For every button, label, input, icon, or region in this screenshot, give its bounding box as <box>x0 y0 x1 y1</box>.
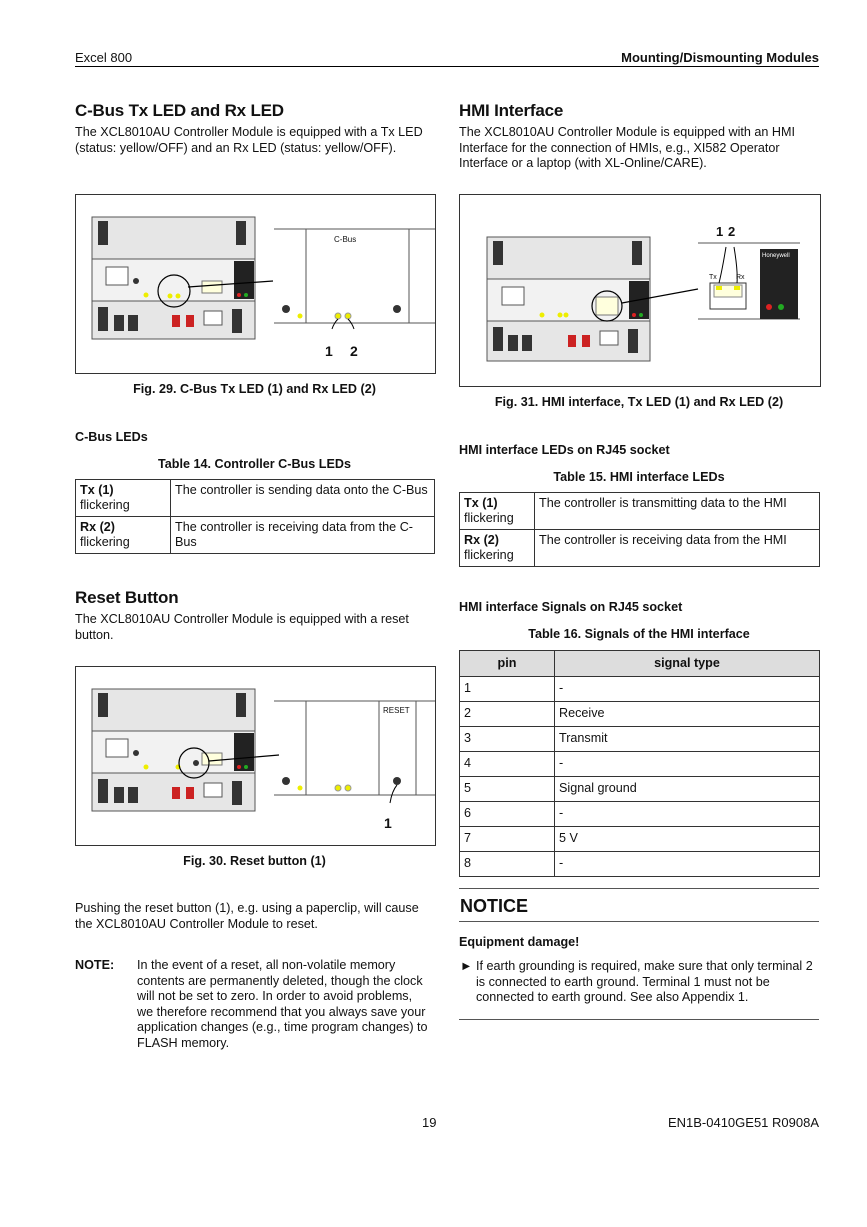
bullet-icon: ► <box>460 959 473 973</box>
page-number: 19 <box>422 1115 437 1130</box>
col-pin: pin <box>460 651 555 677</box>
figure-reset-button <box>75 666 436 846</box>
table-header-row <box>460 651 820 677</box>
figure-hmi-interface <box>459 194 821 387</box>
table-row <box>460 677 820 702</box>
callout-2: 2 <box>350 343 358 359</box>
table-row <box>460 752 820 777</box>
led-key: Rx (2) <box>80 520 115 534</box>
table-row <box>460 702 820 727</box>
led-state: flickering <box>80 535 130 549</box>
callout-2: 2 <box>728 224 736 239</box>
signal-cell: - <box>555 677 820 702</box>
pin-cell: 2 <box>460 702 555 727</box>
signal-cell: - <box>555 852 820 877</box>
hmi-leds-heading: HMI interface LEDs on RJ45 socket <box>459 443 670 457</box>
figure-cbus-leds <box>75 194 436 374</box>
led-state: flickering <box>80 498 130 512</box>
led-key: Tx (1) <box>80 483 114 497</box>
table-row <box>460 852 820 877</box>
signal-cell: 5 V <box>555 827 820 852</box>
reset-zoom-label: RESET <box>383 706 410 715</box>
cbus-zoom-label: C-Bus <box>334 235 357 244</box>
controller-illustration <box>460 195 820 386</box>
fig30-caption: Fig. 30. Reset button (1) <box>183 854 326 868</box>
header-rule <box>75 66 819 67</box>
cbus-leds-heading: C-Bus LEDs <box>75 430 148 444</box>
note-label: NOTE: <box>75 958 115 972</box>
cbus-led-heading: C-Bus Tx LED and Rx LED <box>75 101 284 120</box>
signal-cell: Transmit <box>555 727 820 752</box>
doc-code: EN1B-0410GE51 R0908A <box>667 1115 819 1130</box>
led-key: Tx (1) <box>464 496 498 510</box>
led-key: Rx (2) <box>464 533 499 547</box>
fig29-caption: Fig. 29. C-Bus Tx LED (1) and Rx LED (2) <box>133 382 376 396</box>
callout-1: 1 <box>384 815 392 831</box>
notice-bottom-rule <box>459 1019 819 1020</box>
signal-cell: Signal ground <box>555 777 820 802</box>
led-desc: The controller is receiving data from the HMI <box>535 530 820 567</box>
table-row <box>460 827 820 852</box>
notice-subtitle: Equipment damage! <box>459 935 580 949</box>
pin-cell: 7 <box>460 827 555 852</box>
signal-cell: - <box>555 802 820 827</box>
hmi-signals-heading: HMI interface Signals on RJ45 socket <box>459 600 683 614</box>
controller-illustration <box>76 667 435 845</box>
pin-cell: 3 <box>460 727 555 752</box>
note-text: In the event of a reset, all non-volatile memory contents are permanently deleted, though the clock will not be set to zero. In order to avoid problems, we therefore recommend that you always save your application changes (e.g., time program changes) to FLASH memory. <box>137 958 428 1050</box>
notice-top-rule <box>459 888 819 889</box>
table15-title: Table 15. HMI interface LEDs <box>553 470 725 484</box>
table-row <box>460 493 820 530</box>
callout-1: 1 <box>325 343 333 359</box>
table-row <box>460 777 820 802</box>
header-doc-title: Excel 800 <box>75 50 133 65</box>
honeywell-logo: Honeywell <box>762 253 790 259</box>
reset-heading: Reset Button <box>75 588 179 607</box>
notice-text: If earth grounding is required, make sure that only terminal 2 is connected to earth ground. Terminal 1 must not be connected to earth ground. See also Appendix 1. <box>476 959 813 1004</box>
led-desc: The controller is transmitting data to the HMI <box>535 493 820 530</box>
led-state: flickering <box>464 511 514 525</box>
pin-cell: 5 <box>460 777 555 802</box>
cbus-led-text: The XCL8010AU Controller Module is equipped with a Tx LED (status: yellow/OFF) and an Rx LED (status: yellow/OFF). <box>75 125 423 155</box>
controller-illustration <box>76 195 435 373</box>
hmi-heading: HMI Interface <box>459 101 564 120</box>
reset-text: The XCL8010AU Controller Module is equipped with a reset button. <box>75 612 409 642</box>
hmi-signals-table <box>459 650 820 877</box>
pin-cell: 1 <box>460 677 555 702</box>
notice-title: NOTICE <box>460 896 529 916</box>
cbus-leds-table <box>75 479 435 554</box>
table16-title: Table 16. Signals of the HMI interface <box>528 627 750 641</box>
led-desc: The controller is receiving data from the C-Bus <box>171 517 435 554</box>
reset-paragraph: Pushing the reset button (1), e.g. using a paperclip, will cause the XCL8010AU Controller Module to reset. <box>75 901 419 931</box>
led-state: flickering <box>464 548 514 562</box>
table-row <box>460 727 820 752</box>
pin-cell: 4 <box>460 752 555 777</box>
callout-1: 1 <box>716 224 724 239</box>
pin-cell: 6 <box>460 802 555 827</box>
table-row <box>76 517 435 554</box>
signal-cell: Receive <box>555 702 820 727</box>
signal-cell: - <box>555 752 820 777</box>
rx-label: Rx <box>736 274 745 281</box>
notice-mid-rule <box>459 921 819 922</box>
fig31-caption: Fig. 31. HMI interface, Tx LED (1) and Rx LED (2) <box>494 395 784 409</box>
led-desc: The controller is sending data onto the C-Bus <box>171 480 435 517</box>
header-section-title: Mounting/Dismounting Modules <box>621 50 819 65</box>
col-signal: signal type <box>555 651 820 677</box>
hmi-leds-table <box>459 492 820 567</box>
tx-label: Tx <box>709 274 717 281</box>
table-row <box>460 802 820 827</box>
table-row <box>460 530 820 567</box>
pin-cell: 8 <box>460 852 555 877</box>
table14-title: Table 14. Controller C-Bus LEDs <box>158 457 351 471</box>
table-row <box>76 480 435 517</box>
hmi-text: The XCL8010AU Controller Module is equipped with an HMI Interface for the connection of HMIs, e.g., XI582 Operator Interface or a laptop (with XL-Online/CARE). <box>459 125 796 170</box>
